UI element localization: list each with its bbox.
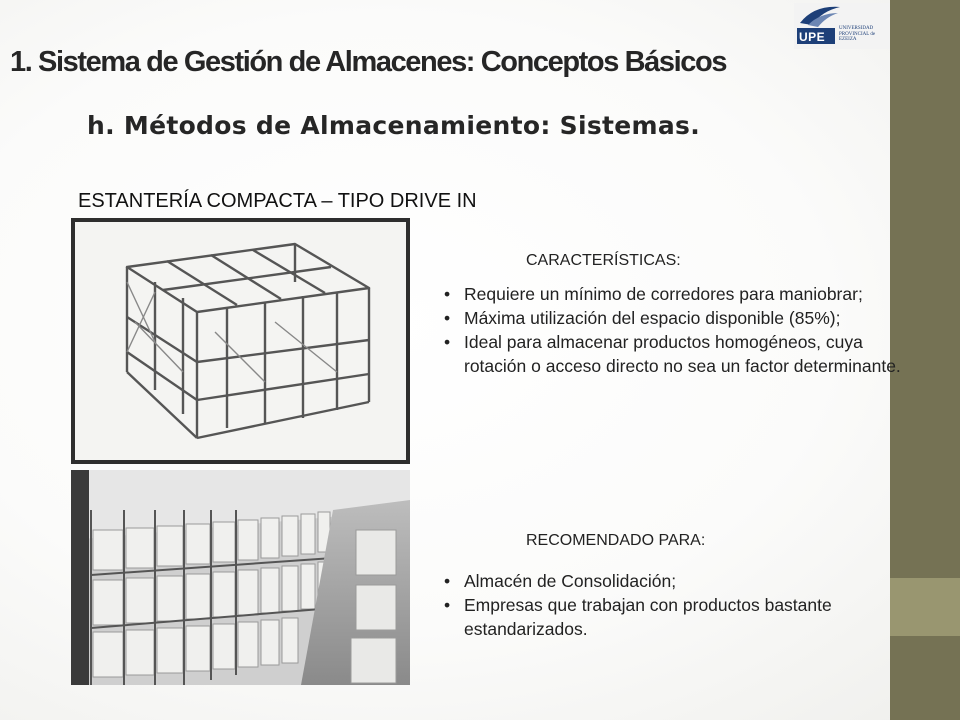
rack-type-label: ESTANTERÍA COMPACTA – TIPO DRIVE IN bbox=[78, 190, 477, 212]
drive-in-rack-drawing bbox=[71, 218, 410, 464]
list-item: • Empresas que trabajan con productos bastante estandarizados. bbox=[443, 593, 884, 641]
list-item: • Almacén de Consolidación; bbox=[443, 569, 884, 593]
recommended-list bbox=[443, 569, 913, 641]
list-item: • Máxima utilización del espacio disponible (85%); bbox=[443, 306, 904, 330]
logo-university-name: UNIVERSIDAD PROVINCIAL de EZEIZA bbox=[839, 26, 876, 42]
warehouse-rack-photo bbox=[71, 470, 410, 685]
recommended-heading: RECOMENDADO PARA: bbox=[526, 532, 706, 549]
slide-subtitle: h. Métodos de Almacenamiento: Sistemas. bbox=[87, 111, 701, 140]
features-list bbox=[443, 282, 913, 378]
slide-title: 1. Sistema de Gestión de Almacenes: Conceptos Básicos bbox=[10, 46, 727, 78]
logo-abbreviation: UPE bbox=[799, 30, 826, 44]
university-logo bbox=[794, 3, 890, 49]
list-item: • Requiere un mínimo de corredores para maniobrar; bbox=[443, 282, 904, 306]
rack-sketch-icon bbox=[75, 222, 406, 460]
warehouse-photo-icon bbox=[71, 470, 410, 685]
list-item: • Ideal para almacenar productos homogéneos, cuya rotación o acceso directo no sea un factor determinante. bbox=[443, 330, 904, 378]
features-heading: CARACTERÍSTICAS: bbox=[526, 252, 681, 269]
